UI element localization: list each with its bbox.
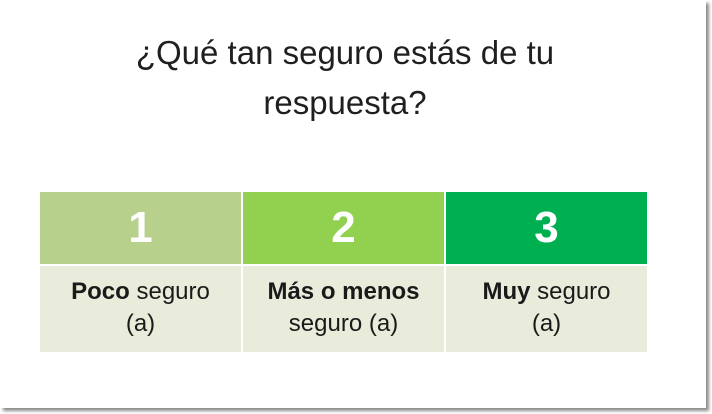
option-3-number-text: 3 <box>534 203 559 252</box>
option-1-label-rest: seguro <box>129 278 210 305</box>
option-2-label[interactable] <box>243 266 444 352</box>
option-3-number[interactable] <box>446 192 647 264</box>
option-1-number[interactable] <box>40 192 241 264</box>
option-2-label-line2: seguro (a) <box>288 310 399 337</box>
question-title <box>40 28 650 128</box>
question-line-2: respuesta? <box>263 84 427 121</box>
confidence-scale <box>40 192 647 352</box>
option-1-label-bold: Poco <box>71 278 130 305</box>
option-1-number-text: 1 <box>128 203 153 252</box>
option-1-label[interactable] <box>40 266 241 352</box>
question-line-1: ¿Qué tan seguro estás de tu <box>135 34 555 71</box>
option-2-label-bold: Más o menos <box>267 278 420 305</box>
option-3-label-line2: (a) <box>531 310 562 337</box>
option-2-number[interactable] <box>243 192 444 264</box>
option-3-label[interactable] <box>446 266 647 352</box>
option-3-label-bold: Muy <box>482 278 531 305</box>
option-2-number-text: 2 <box>331 203 356 252</box>
option-1-label-line2: (a) <box>125 310 156 337</box>
option-3-label-rest: seguro <box>530 278 611 305</box>
